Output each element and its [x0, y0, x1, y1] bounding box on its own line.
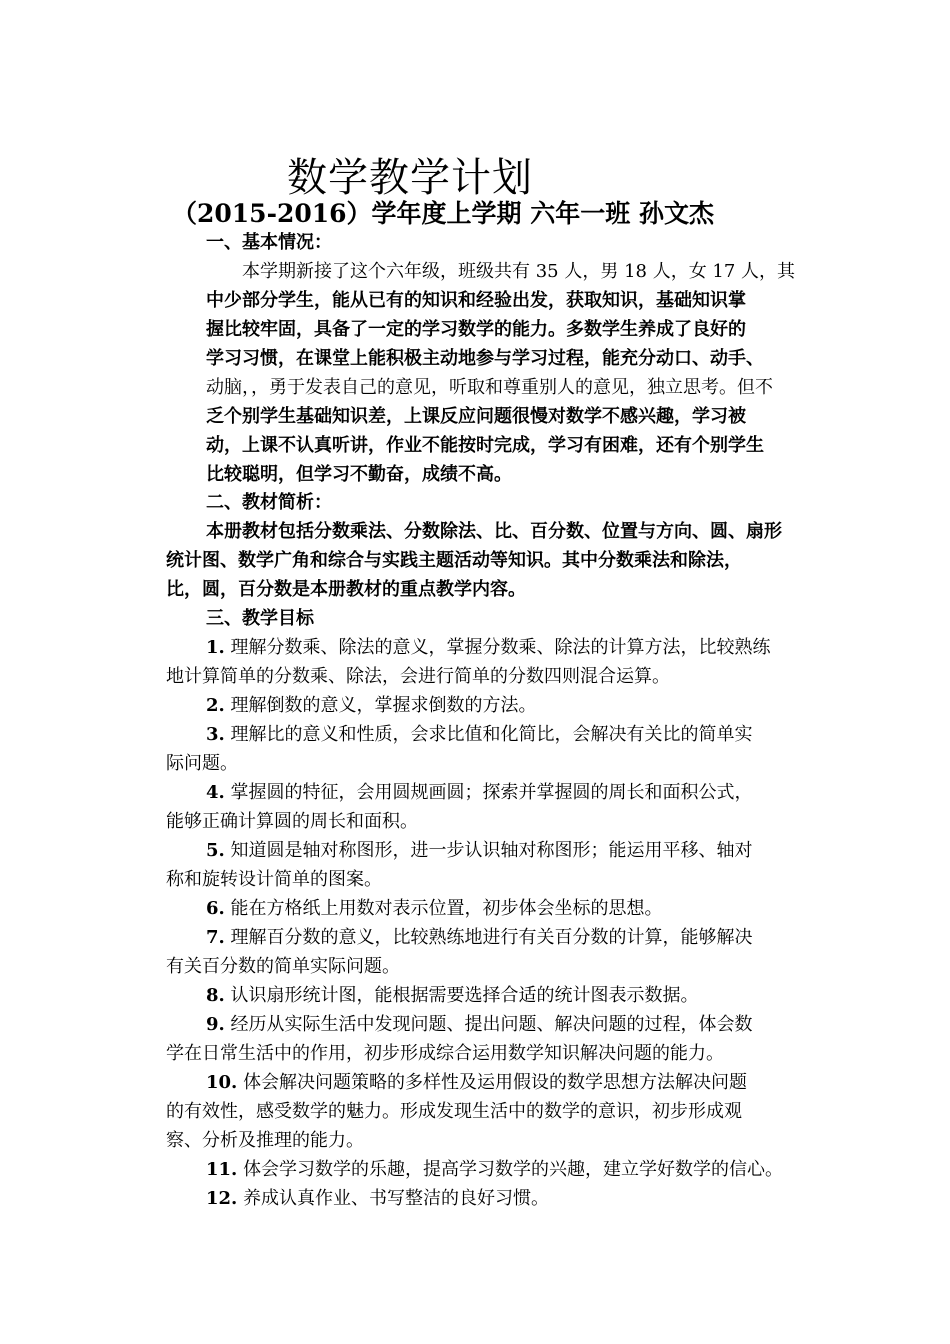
- goal-item: [166, 836, 788, 894]
- goal-item: [166, 1155, 788, 1184]
- goal-number: 9.: [206, 1014, 225, 1035]
- paragraph-line: 乏个别学生基础知识差，上课反应问题很慢对数学不感兴趣，学习被: [206, 406, 746, 427]
- goal-item: [166, 1010, 788, 1068]
- goal-text: 经历从实际生活中发现问题、提出问题、解决问题的过程，体会数: [230, 1014, 753, 1035]
- goal-line: [166, 1155, 788, 1184]
- goal-item: [166, 894, 788, 923]
- paragraph-line: 学习习惯，在课堂上能积极主动地参与学习过程，能充分动口、动手、: [206, 348, 764, 369]
- section-heading: 三、教学目标: [206, 608, 314, 629]
- goal-line: [166, 1097, 788, 1126]
- goal-text: 察、分析及推理的能力。: [166, 1130, 364, 1151]
- paragraph-line: 比较聪明，但学习不勤奋，成绩不高。: [206, 464, 512, 485]
- goal-item: [166, 778, 788, 836]
- goal-text: 知道圆是轴对称图形，进一步认识轴对称图形；能运用平移、轴对: [230, 840, 753, 861]
- paragraph-line: 比，圆，百分数是本册教材的重点教学内容。: [166, 579, 526, 600]
- goal-item: [166, 633, 788, 691]
- goal-line: [166, 894, 788, 923]
- goal-line: [166, 720, 788, 749]
- goal-number: 2.: [206, 695, 225, 716]
- section-heading: 二、教材简析：: [206, 492, 332, 513]
- goal-line: [166, 1039, 788, 1068]
- goal-text: 地计算简单的分数乘、除法，会进行简单的分数四则混合运算。: [166, 666, 670, 687]
- goal-item: [166, 691, 788, 720]
- goal-text: 能在方格纸上用数对表示位置，初步体会坐标的思想。: [230, 898, 663, 919]
- section-heading: 一、基本情况：: [206, 232, 332, 253]
- goal-line: [166, 1010, 788, 1039]
- goal-line: [166, 749, 788, 778]
- goal-line: [166, 836, 788, 865]
- goal-number: 6.: [206, 898, 225, 919]
- goal-text: 理解百分数的意义，比较熟练地进行有关百分数的计算，能够解决: [230, 927, 753, 948]
- goal-number: 11.: [206, 1159, 238, 1180]
- goal-line: [166, 981, 788, 1010]
- goal-text: 际问题。: [166, 753, 238, 774]
- goal-item: [166, 720, 788, 778]
- goal-text: 理解比的意义和性质，会求比值和化简比，会解决有关比的简单实: [230, 724, 753, 745]
- goal-item: [166, 1068, 788, 1155]
- goal-number: 1.: [206, 637, 225, 658]
- goal-text: 掌握圆的特征，会用圆规画圆；探索并掌握圆的周长和面积公式，: [230, 782, 753, 803]
- goal-text: 学在日常生活中的作用，初步形成综合运用数学知识解决问题的能力。: [166, 1043, 724, 1064]
- goal-text: 有关百分数的简单实际问题。: [166, 956, 400, 977]
- goal-number: 7.: [206, 927, 225, 948]
- paragraph-line: 中少部分学生，能从已有的知识和经验出发，获取知识，基础知识掌: [206, 290, 746, 311]
- paragraph-line: 握比较牢固，具备了一定的学习数学的能力。多数学生养成了良好的: [206, 319, 746, 340]
- goal-line: [166, 1068, 788, 1097]
- goal-line: [166, 952, 788, 981]
- goal-line: [166, 1126, 788, 1155]
- goal-text: 理解倒数的意义，掌握求倒数的方法。: [230, 695, 537, 716]
- goal-number: 4.: [206, 782, 225, 803]
- goal-line: [166, 633, 788, 662]
- section-textbook-analysis: [166, 488, 788, 604]
- goal-number: 10.: [206, 1072, 238, 1093]
- section-basic-situation: [166, 228, 796, 489]
- document-subtitle: （2015-2016）学年度上学期 六年一班 孙文杰: [172, 199, 714, 228]
- goal-item: [166, 1184, 788, 1213]
- goal-text: 能够正确计算圆的周长和面积。: [166, 811, 418, 832]
- paragraph-line: 动脑，，勇于发表自己的意见，听取和尊重别人的意见，独立思考。但不: [206, 377, 773, 398]
- goal-line: [166, 1184, 788, 1213]
- paragraph-line: 动，上课不认真听讲，作业不能按时完成，学习有困难，还有个别学生: [206, 435, 764, 456]
- paragraph-line: 本学期新接了这个六年级，班级共有 35 人，男 18 人，女 17 人，其: [242, 261, 796, 282]
- goal-line: [166, 662, 788, 691]
- goal-text: 养成认真作业、书写整洁的良好习惯。: [243, 1188, 550, 1209]
- goal-number: 3.: [206, 724, 225, 745]
- paragraph-line: 本册教材包括分数乘法、分数除法、比、百分数、位置与方向、圆、扇形: [206, 521, 782, 542]
- goal-line: [166, 807, 788, 836]
- goal-text: 体会学习数学的乐趣，提高学习数学的兴趣，建立学好数学的信心。: [243, 1159, 784, 1180]
- goal-text: 的有效性，感受数学的魅力。形成发现生活中的数学的意识，初步形成观: [166, 1101, 742, 1122]
- goal-text: 理解分数乘、除法的意义，掌握分数乘、除法的计算方法，比较熟练: [230, 637, 771, 658]
- goal-number: 12.: [206, 1188, 238, 1209]
- goal-item: [166, 981, 788, 1010]
- goal-text: 称和旋转设计简单的图案。: [166, 869, 382, 890]
- goal-item: [166, 923, 788, 981]
- goal-line: [166, 691, 788, 720]
- goal-number: 8.: [206, 985, 225, 1006]
- goal-line: [166, 778, 788, 807]
- document-title: 数学教学计划: [287, 155, 533, 201]
- goal-text: 体会解决问题策略的多样性及运用假设的数学思想方法解决问题: [243, 1072, 748, 1093]
- goal-text: 认识扇形统计图，能根据需要选择合适的统计图表示数据。: [230, 985, 699, 1006]
- goal-line: [166, 865, 788, 894]
- section-teaching-goals: [166, 604, 788, 1213]
- goal-line: [166, 923, 788, 952]
- goal-number: 5.: [206, 840, 225, 861]
- paragraph-line: 统计图、数学广角和综合与实践主题活动等知识。其中分数乘法和除法，: [166, 550, 742, 571]
